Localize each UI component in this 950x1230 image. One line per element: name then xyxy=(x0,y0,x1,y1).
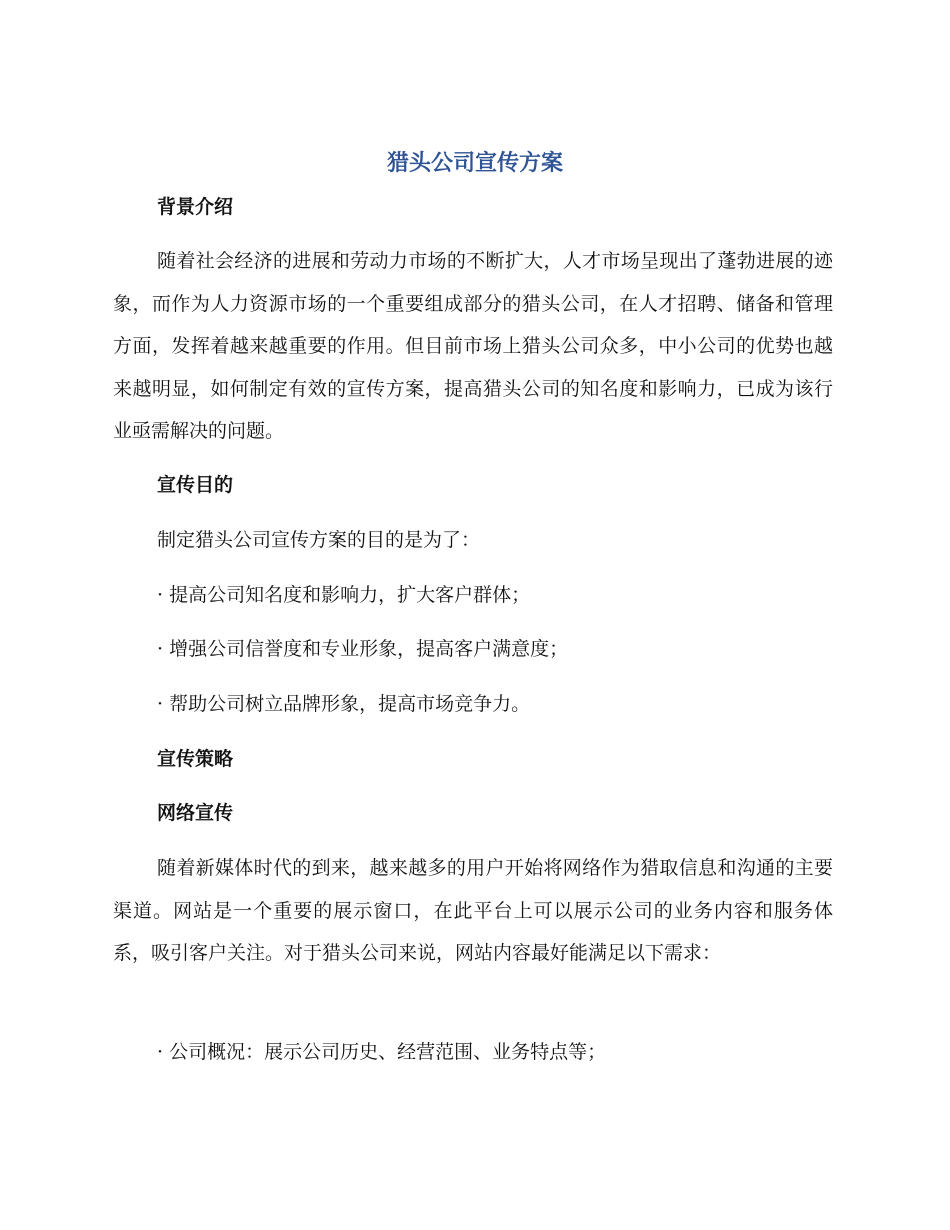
heading-purpose: 宣传目的 xyxy=(157,474,234,496)
paragraph-online: 随着新媒体时代的到来，越来越多的用户开始将网络作为猎取信息和沟通的主要渠道。网站是一个重要的展示窗口，在此平台上可以展示公司的业务内容和服务体系，吸引客户关注。对于猎头公司来说，网站内容最好能满足以下需求： xyxy=(113,857,833,964)
bullet-item: · 提高公司知名度和影响力，扩大客户群体； xyxy=(157,584,531,606)
bullet-item: · 增强公司信誉度和专业形象，提高客户满意度； xyxy=(157,638,569,660)
paragraph-background: 随着社会经济的进展和劳动力市场的不断扩大，人才市场呈现出了蓬勃进展的迹象，而作为人力资源市场的一个重要组成部分的猎头公司，在人才招聘、储备和管理方面，发挥着越来越重要的作用。但目前市场上猎头公司众多，中小公司的优势也越来越明显，如何制定有效的宣传方案，提高猎头公司的知名度和影响力，已成为该行业亟需解决的问题。 xyxy=(113,250,833,442)
document-title: 猎头公司宣传方案 xyxy=(386,151,563,176)
heading-online: 网络宣传 xyxy=(157,802,234,824)
bullet-item: · 帮助公司树立品牌形象，提高市场竞争力。 xyxy=(157,693,531,715)
heading-background: 背景介绍 xyxy=(157,196,234,218)
heading-strategy: 宣传策略 xyxy=(157,748,234,770)
paragraph-purpose-intro: 制定猎头公司宣传方案的目的是为了： xyxy=(157,529,481,551)
bullet-item: · 公司概况：展示公司历史、经营范围、业务特点等； xyxy=(157,1041,607,1063)
